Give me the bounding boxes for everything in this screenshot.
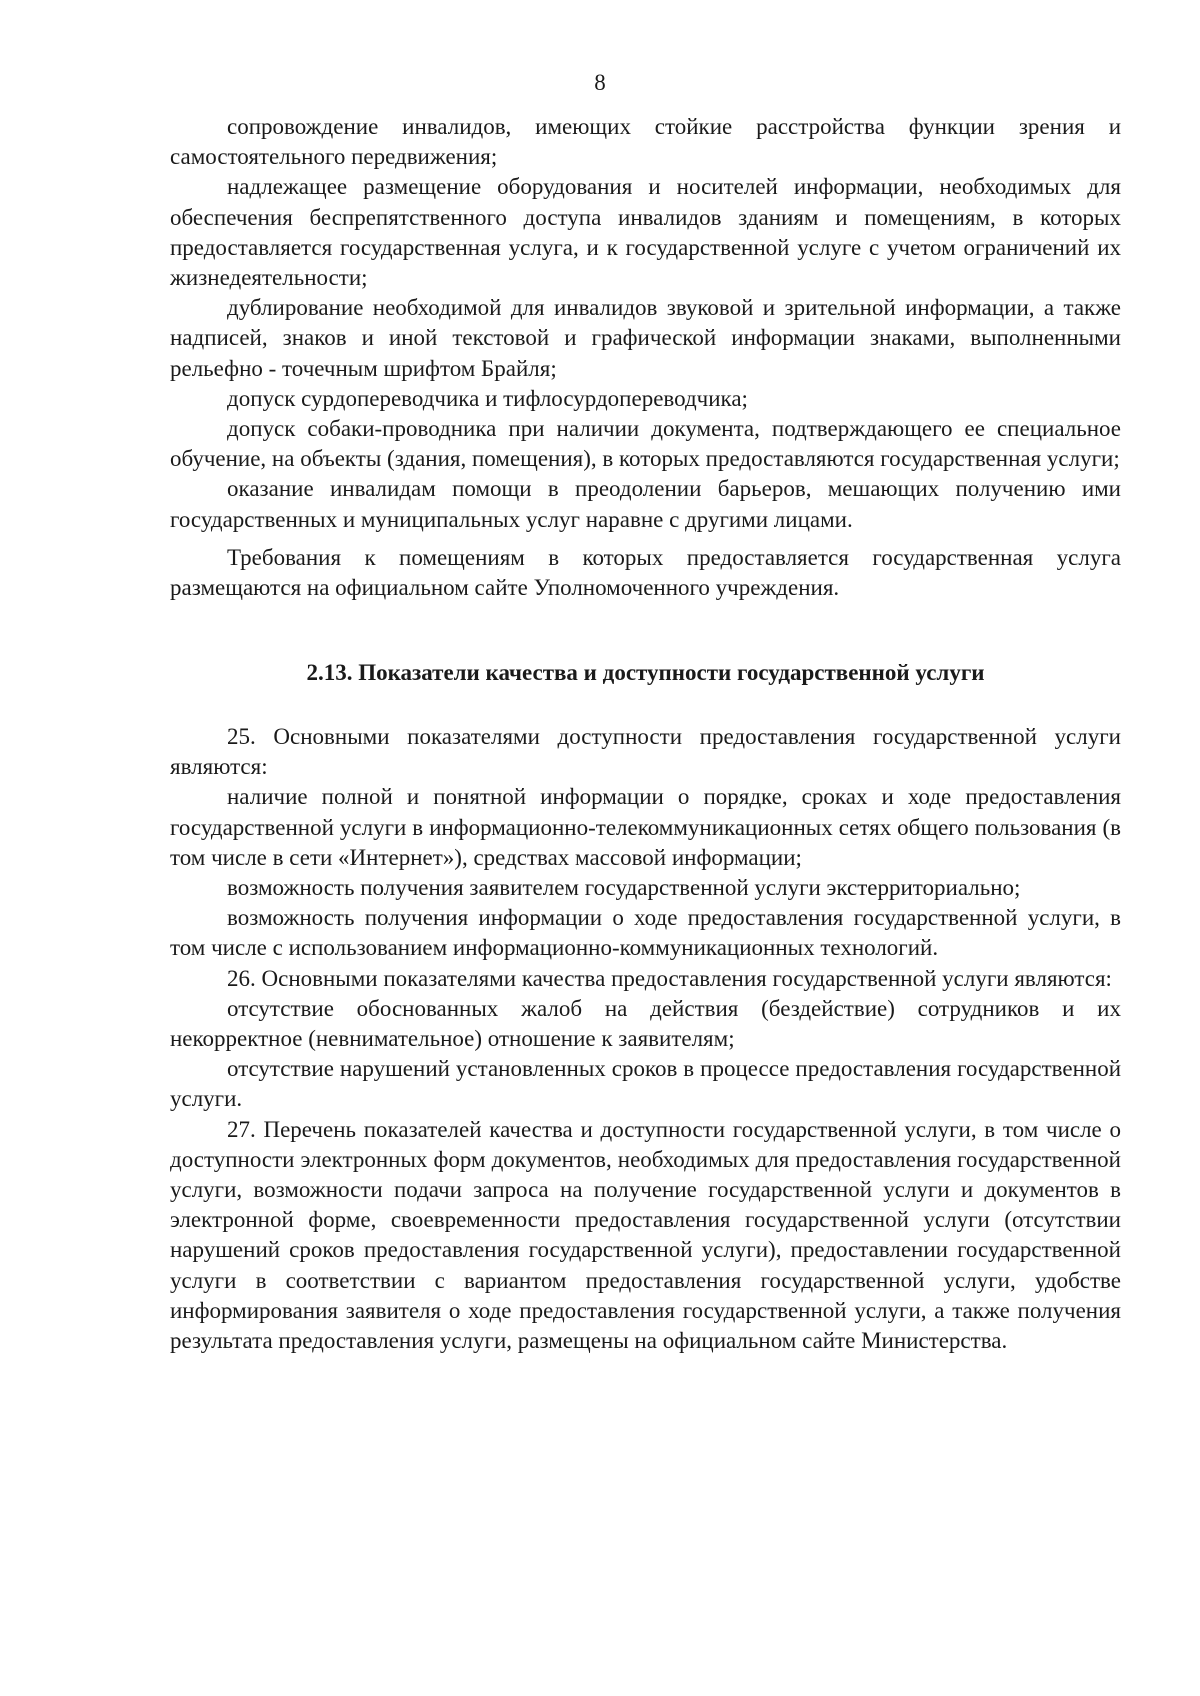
section-accessibility-requirements: [170, 112, 1121, 603]
paragraph: оказание инвалидам помощи в преодолении барьеров, мешающих получению ими государственных и муниципальных услуг наравне с другими лицами.: [170, 476, 1121, 532]
paragraph: надлежащее размещение оборудования и носителей информации, необходимых для обеспечения беспрепятственного доступа инвалидов зданиям и помещениям, в которых предоставляется государственная услуга, и к государственной услуге с учетом ограничений их жизнедеятельности;: [170, 174, 1121, 291]
paragraph: сопровождение инвалидов, имеющих стойкие расстройства функции зрения и самостоятельного передвижения;: [170, 114, 1121, 170]
paragraph: возможность получения заявителем государственной услуги экстерриториально;: [227, 875, 1021, 901]
section-heading: 2.13. Показатели качества и доступности государственной услуги: [306, 660, 985, 685]
paragraph: наличие полной и понятной информации о порядке, сроках и ходе предоставления государственной услуги в информационно-телекоммуникационных сетях общего пользования (в том числе в сети «Интернет»), средствах массовой информации;: [170, 784, 1121, 870]
paragraph: 27. Перечень показателей качества и доступности государственной услуги, в том числе о доступности электронных форм документов, необходимых для предоставления государственной услуги, возможности подачи запроса на получение государственной услуги и документов в электронной форме, своевременности предоставления государственной услуги (отсутствии нарушений сроков предоставления государственной услуги), предоставлении государственной услуги в соответствии с вариантом предоставления государственной услуги, удобстве информирования заявителя о ходе предоставления государственной услуги, а также получения результата предоставления услуги, размещены на официальном сайте Министерства.: [170, 1116, 1121, 1354]
page-number: 8: [594, 70, 606, 95]
section-quality-indicators: [170, 722, 1121, 1356]
paragraph: 25. Основными показателями доступности предоставления государственной услуги являются:: [170, 724, 1121, 780]
paragraph: Требования к помещениям в которых предоставляется государственная услуга размещаются на официальном сайте Уполномоченного учреждения.: [170, 544, 1121, 601]
paragraph: допуск сурдопереводчика и тифлосурдопереводчика;: [227, 385, 748, 411]
paragraph: отсутствие обоснованных жалоб на действия (бездействие) сотрудников и их некорректное (невнимательное) отношение к заявителям;: [170, 995, 1121, 1052]
paragraph: 26. Основными показателями качества предоставления государственной услуги являются:: [227, 965, 1112, 991]
paragraph: отсутствие нарушений установленных сроков в процессе предоставления государственной услуги.: [170, 1056, 1121, 1112]
paragraph: возможность получения информации о ходе предоставления государственной услуги, в том числе с использованием информационно-коммуникационных технологий.: [170, 905, 1121, 961]
paragraph: допуск собаки-проводника при наличии документа, подтверждающего ее специальное обучение, на объекты (здания, помещения), в которых предоставляются государственная услуги;: [170, 416, 1121, 472]
paragraph: дублирование необходимой для инвалидов звуковой и зрительной информации, а также надписей, знаков и иной текстовой и графической информации знаками, выполненными рельефно - точечным шрифтом Брайля;: [170, 295, 1121, 381]
